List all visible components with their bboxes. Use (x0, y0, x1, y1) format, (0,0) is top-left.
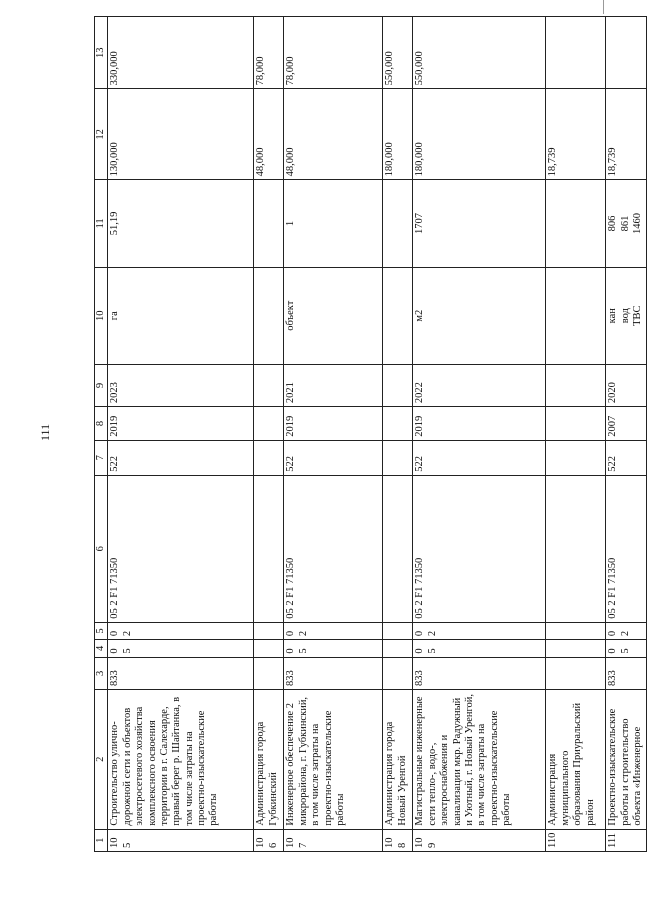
amount-col13-cell (546, 17, 606, 89)
column-header: 11 (95, 180, 108, 267)
start-year-cell (546, 407, 606, 441)
item-name-cell: Строительство улично-дорожной сети и объектов электросетевого хозяйства комплексного освоения территории в г. Салехарде, правый берег р. Шайтанка, в том числе затраты на проектно-изыскательские работы (108, 690, 254, 830)
code-4-cell: 05 (606, 640, 646, 657)
code-4-cell: 05 (284, 640, 383, 657)
end-year-cell: 2022 (413, 364, 546, 406)
code-5-cell: 02 (413, 622, 546, 639)
target-code-cell (254, 475, 284, 622)
column-header: 12 (95, 89, 108, 180)
unit-cell (383, 267, 413, 364)
capacity-cell (254, 180, 284, 267)
scan-edge-line (603, 0, 604, 14)
target-code-cell: 05 2 F1 71350 (108, 475, 254, 622)
amount-col12-cell: 48,000 (284, 89, 383, 180)
capacity-cell: 51,19 (108, 180, 254, 267)
start-year-cell (254, 407, 284, 441)
table-row (284, 17, 383, 852)
row-number-cell: 105 (108, 829, 254, 851)
unit-cell: кан вод ТВС (606, 267, 646, 364)
code-7-cell (383, 440, 413, 475)
table-row (254, 17, 284, 852)
row-number-cell: 108 (383, 829, 413, 851)
target-code-cell: 05 2 F1 71350 (284, 475, 383, 622)
item-name-cell: Администрация города Новый Уренгой (383, 690, 413, 830)
table-row (413, 17, 546, 852)
start-year-cell: 2007 (606, 407, 646, 441)
target-code-cell (546, 475, 606, 622)
column-header: 10 (95, 267, 108, 364)
amount-col12-cell: 48,000 (254, 89, 284, 180)
start-year-cell: 2019 (284, 407, 383, 441)
capacity-cell: 806 861 1460 (606, 180, 646, 267)
code-4-cell (254, 640, 284, 657)
amount-col13-cell: 330,000 (108, 17, 254, 89)
table-row (606, 17, 646, 852)
end-year-cell (383, 364, 413, 406)
capacity-cell: 1 (284, 180, 383, 267)
amount-col12-cell: 18,739 (546, 89, 606, 180)
table-row (108, 17, 254, 852)
item-name-cell: Администрация муниципального образования Приуральский район (546, 690, 606, 830)
start-year-cell: 2019 (413, 407, 546, 441)
code-3-cell: 833 (108, 657, 254, 689)
capacity-cell (383, 180, 413, 267)
code-5-cell (383, 622, 413, 639)
code-3-cell (254, 657, 284, 689)
row-number-cell: 110 (546, 829, 606, 851)
capacity-cell (546, 180, 606, 267)
code-4-cell: 05 (108, 640, 254, 657)
amount-col12-cell: 130,000 (108, 89, 254, 180)
column-header: 8 (95, 407, 108, 441)
amount-col12-cell: 18,739 (606, 89, 646, 180)
column-header: 1 (95, 829, 108, 851)
item-name-cell: Магистральные инженерные сети тепло-, водо-, электроснабжения и канализации мкр. Радужный и Уютный, г. Новый Уренгой, в том числе затраты на проектно-изыскательские работы (413, 690, 546, 830)
capacity-cell: 1707 (413, 180, 546, 267)
item-name-cell: Инженерное обеспечение 2 микрорайона, г. Губкинский, в том числе затраты на проектно-изыскательские работы (284, 690, 383, 830)
code-5-cell (254, 622, 284, 639)
target-code-cell (383, 475, 413, 622)
row-number-cell: 109 (413, 829, 546, 851)
unit-cell: м2 (413, 267, 546, 364)
column-header: 5 (95, 622, 108, 639)
code-7-cell (254, 440, 284, 475)
item-name-cell: Проектно-изыскательские работы и строительство объекта «Инженерное (606, 690, 646, 830)
code-5-cell: 02 (606, 622, 646, 639)
code-3-cell: 833 (606, 657, 646, 689)
table-row (546, 17, 606, 852)
amount-col13-cell: 550,000 (413, 17, 546, 89)
rotated-table-container (94, 16, 644, 852)
code-5-cell: 02 (284, 622, 383, 639)
code-7-cell: 522 (108, 440, 254, 475)
code-7-cell: 522 (606, 440, 646, 475)
end-year-cell (546, 364, 606, 406)
code-3-cell (546, 657, 606, 689)
code-5-cell (546, 622, 606, 639)
column-header: 7 (95, 440, 108, 475)
end-year-cell (254, 364, 284, 406)
unit-cell (254, 267, 284, 364)
amount-col13-cell: 78,000 (254, 17, 284, 89)
amount-col12-cell: 180,000 (383, 89, 413, 180)
end-year-cell: 2021 (284, 364, 383, 406)
target-code-cell: 05 2 F1 71350 (413, 475, 546, 622)
start-year-cell: 2019 (108, 407, 254, 441)
unit-cell: объект (284, 267, 383, 364)
unit-cell (546, 267, 606, 364)
page-number: 111 (38, 423, 52, 441)
column-header: 9 (95, 364, 108, 406)
end-year-cell: 2023 (108, 364, 254, 406)
table-row (383, 17, 413, 852)
code-3-cell: 833 (284, 657, 383, 689)
row-number-cell: 106 (254, 829, 284, 851)
start-year-cell (383, 407, 413, 441)
code-7-cell (546, 440, 606, 475)
column-header: 2 (95, 690, 108, 830)
budget-table (94, 16, 647, 852)
code-7-cell: 522 (413, 440, 546, 475)
code-4-cell (383, 640, 413, 657)
code-3-cell: 833 (413, 657, 546, 689)
amount-col12-cell: 180,000 (413, 89, 546, 180)
item-name-cell: Администрация города Губкинский (254, 690, 284, 830)
code-4-cell (546, 640, 606, 657)
amount-col13-cell: 78,000 (284, 17, 383, 89)
code-5-cell: 02 (108, 622, 254, 639)
column-header: 4 (95, 640, 108, 657)
column-header: 3 (95, 657, 108, 689)
end-year-cell: 2020 (606, 364, 646, 406)
unit-cell: га (108, 267, 254, 364)
column-header: 6 (95, 475, 108, 622)
column-header: 13 (95, 17, 108, 89)
code-3-cell (383, 657, 413, 689)
header-row (95, 17, 108, 852)
code-4-cell: 05 (413, 640, 546, 657)
row-number-cell: 111 (606, 829, 646, 851)
table-body (95, 17, 647, 852)
code-7-cell: 522 (284, 440, 383, 475)
amount-col13-cell: 550,000 (383, 17, 413, 89)
row-number-cell: 107 (284, 829, 383, 851)
amount-col13-cell (606, 17, 646, 89)
target-code-cell: 05 2 F1 71350 (606, 475, 646, 622)
